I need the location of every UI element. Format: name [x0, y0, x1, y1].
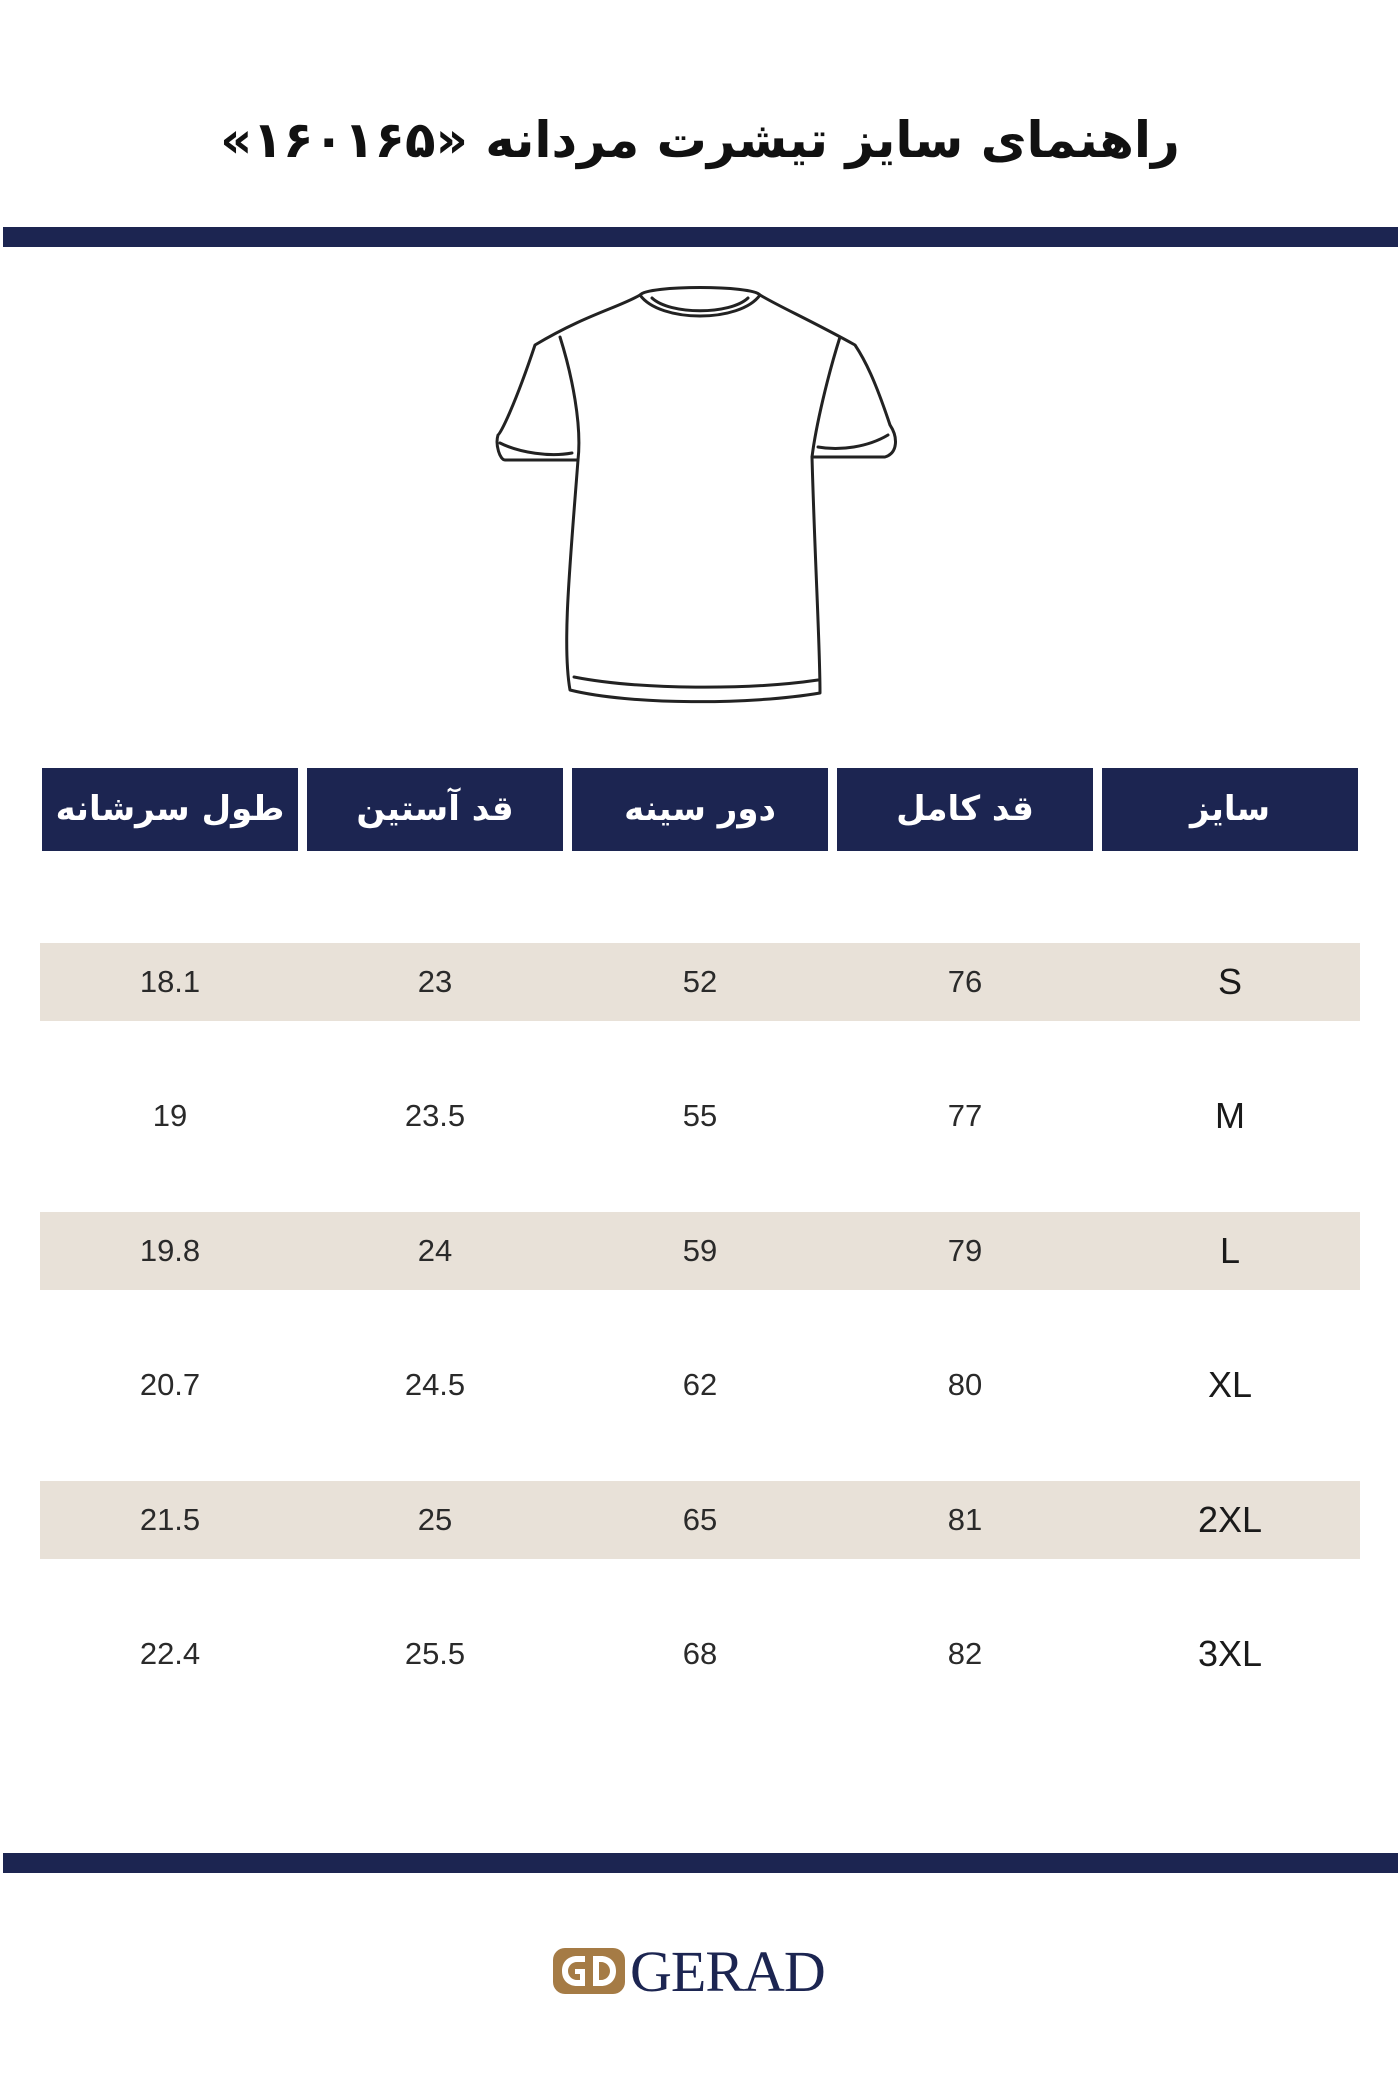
cell-shoulder-length: 20.7 — [139, 1367, 201, 1402]
table-row — [40, 1212, 1360, 1290]
header-total-length: قد کامل — [837, 768, 1093, 851]
cell-total-length: 77 — [947, 1098, 983, 1133]
cell-chest: 52 — [682, 964, 718, 999]
tshirt-outline-icon — [490, 285, 910, 715]
cell-size: 2XL — [1197, 1499, 1263, 1540]
header-sleeve-length: قد آستین — [307, 768, 563, 851]
cell-size: 3XL — [1197, 1633, 1263, 1674]
table-row — [40, 943, 1360, 1021]
cell-shoulder-length: 21.5 — [139, 1502, 201, 1537]
cell-sleeve-length: 23.5 — [404, 1098, 466, 1133]
cell-total-length: 76 — [947, 964, 983, 999]
cell-chest: 59 — [682, 1233, 718, 1268]
cell-total-length: 81 — [947, 1502, 983, 1537]
cell-chest: 55 — [682, 1098, 718, 1133]
cell-size: L — [1219, 1230, 1241, 1271]
header-shoulder-length: طول سرشانه — [42, 768, 298, 851]
table-row — [40, 1077, 1360, 1155]
bottom-divider-band — [3, 1853, 1398, 1873]
cell-sleeve-length: 24.5 — [404, 1367, 466, 1402]
cell-chest: 65 — [682, 1502, 718, 1537]
cell-sleeve-length: 24 — [417, 1233, 453, 1268]
cell-shoulder-length: 22.4 — [139, 1636, 201, 1671]
brand-name: GERAD — [630, 1939, 825, 2004]
table-row — [40, 1615, 1360, 1693]
cell-size: S — [1217, 961, 1242, 1002]
brand-logo — [552, 1940, 852, 2004]
cell-chest: 62 — [682, 1367, 718, 1402]
header-size: سایز — [1102, 768, 1358, 851]
cell-size: XL — [1207, 1364, 1253, 1405]
cell-sleeve-length: 23 — [417, 964, 453, 999]
cell-shoulder-length: 18.1 — [139, 964, 201, 999]
table-row — [40, 1481, 1360, 1559]
cell-total-length: 82 — [947, 1636, 983, 1671]
cell-shoulder-length: 19 — [152, 1098, 188, 1133]
header-chest: دور سینه — [572, 768, 828, 851]
cell-shoulder-length: 19.8 — [139, 1233, 201, 1268]
cell-sleeve-length: 25.5 — [404, 1636, 466, 1671]
cell-chest: 68 — [682, 1636, 718, 1671]
gerad-logo-icon — [552, 1947, 626, 1995]
top-divider-band — [3, 227, 1398, 247]
table-row — [40, 1346, 1360, 1424]
cell-total-length: 79 — [947, 1233, 983, 1268]
cell-total-length: 80 — [947, 1367, 983, 1402]
cell-sleeve-length: 25 — [417, 1502, 453, 1537]
cell-size: M — [1215, 1095, 1245, 1136]
page-title: راهنمای سایز تیشرت مردانه «۱۶۰۱۶۵» — [220, 111, 1180, 169]
